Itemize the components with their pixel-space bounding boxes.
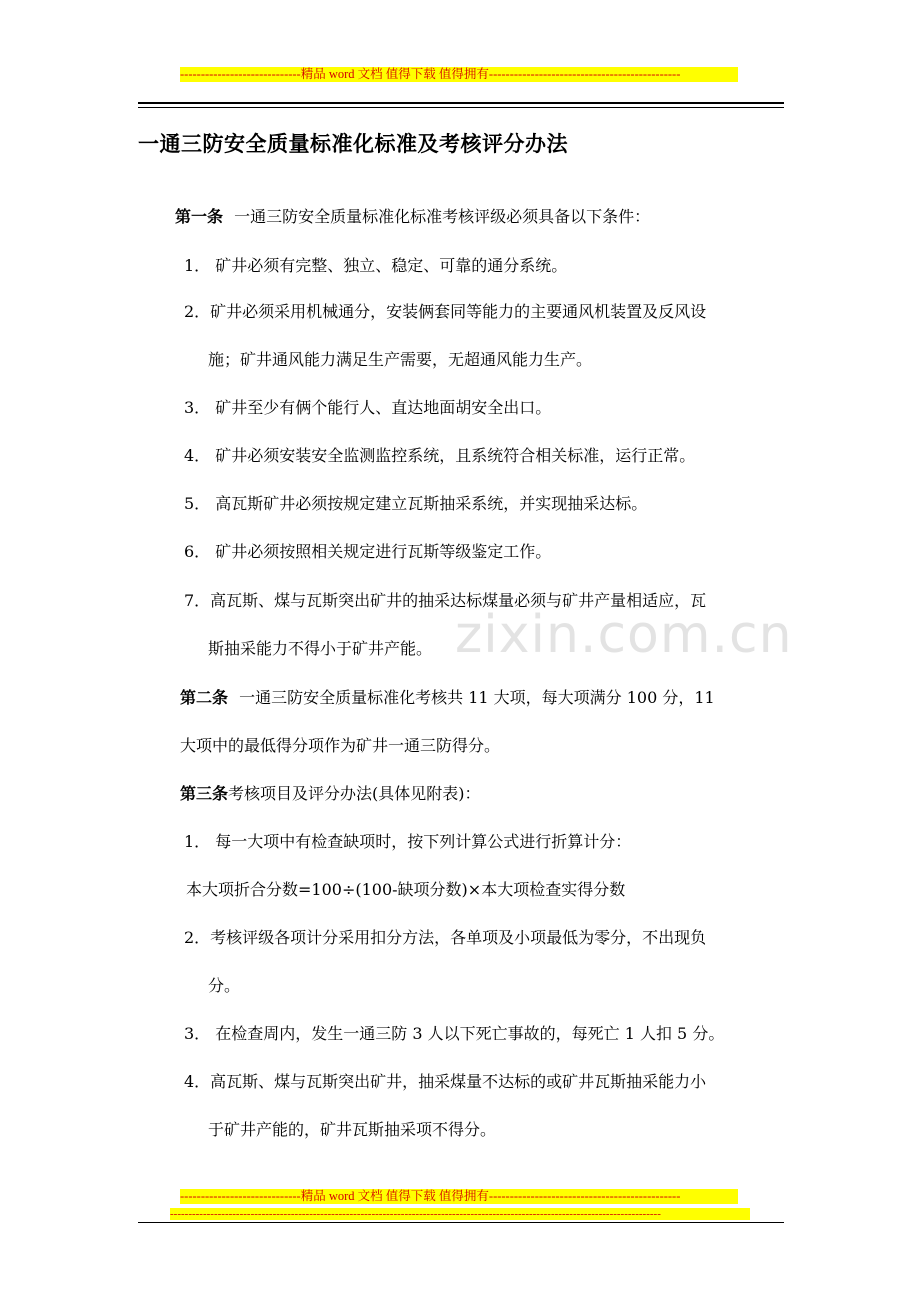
footer-rule <box>138 1222 784 1223</box>
article-3-label: 第三条 <box>180 784 229 803</box>
article-1-item: 5． 高瓦斯矿井必须按规定建立瓦斯抽采系统，并实现抽采达标。 <box>184 494 648 513</box>
article-2-text: 一通三防安全质量标准化考核共 11 大项，每大项满分 100 分，11 <box>239 688 715 707</box>
footer-banner-dashes: -------------------------------------------------------------------------------------------------------------------------------------- <box>170 1208 750 1220</box>
article-3-formula: 本大项折合分数=100÷(100-缺项分数)×本大项检查实得分数 <box>186 880 626 899</box>
article-3-item: 3． 在检查周内，发生一通三防 3 人以下死亡事故的，每死亡 1 人扣 5 分。 <box>184 1024 725 1043</box>
watermark: zixin.com.cn <box>455 605 793 665</box>
article-3-item: 2．考核评级各项计分采用扣分方法，各单项及小项最低为零分，不出现负 <box>184 928 707 947</box>
article-3-item: 4．高瓦斯、煤与瓦斯突出矿井，抽采煤量不达标的或矿井瓦斯抽采能力小 <box>184 1072 707 1091</box>
article-3-item-cont: 于矿井产能的，矿井瓦斯抽采项不得分。 <box>208 1120 497 1139</box>
article-1-heading <box>175 207 650 227</box>
article-1-item: 2．矿井必须采用机械通分，安装俩套同等能力的主要通风机装置及反风设 <box>184 302 707 321</box>
article-1-item: 7．高瓦斯、煤与瓦斯突出矿井的抽采达标煤量必须与矿井产量相适应，瓦 <box>184 591 707 610</box>
article-1-item-cont: 斯抽采能力不得小于矿井产能。 <box>208 639 433 658</box>
page-title: 一通三防安全质量标准化标准及考核评分办法 <box>138 132 568 156</box>
article-3-heading <box>180 784 481 804</box>
article-3-item-cont: 分。 <box>208 976 241 995</box>
article-1-item: 6． 矿井必须按照相关规定进行瓦斯等级鉴定工作。 <box>184 542 552 561</box>
article-2-label: 第二条 <box>180 688 229 707</box>
article-1-text: 一通三防安全质量标准化标准考核评级必须具备以下条件： <box>234 207 651 226</box>
header-rule-thin <box>138 107 784 108</box>
article-2-heading <box>180 688 715 708</box>
article-1-label: 第一条 <box>175 207 224 226</box>
article-1-item-cont: 施；矿井通风能力满足生产需要，无超通风能力生产。 <box>208 350 593 369</box>
header-banner: -----------------------------精品 word 文档 值得下载 值得拥有---------------------------------------------- <box>180 67 738 82</box>
article-3-item: 1． 每一大项中有检查缺项时，按下列计算公式进行折算计分： <box>184 832 632 851</box>
article-1-item: 3． 矿井至少有俩个能行人、直达地面胡安全出口。 <box>184 398 552 417</box>
article-1-item: 4． 矿井必须安装安全监测监控系统，且系统符合相关标准，运行正常。 <box>184 446 696 465</box>
article-2-text-cont: 大项中的最低得分项作为矿井一通三防得分。 <box>180 736 501 755</box>
article-1-item: 1． 矿井必须有完整、独立、稳定、可靠的通分系统。 <box>184 256 568 275</box>
header-rule-thick <box>138 102 784 104</box>
article-3-text: 考核项目及评分办法(具体见附表)： <box>228 784 481 803</box>
footer-banner: -----------------------------精品 word 文档 值得下载 值得拥有---------------------------------------------- <box>180 1189 738 1204</box>
